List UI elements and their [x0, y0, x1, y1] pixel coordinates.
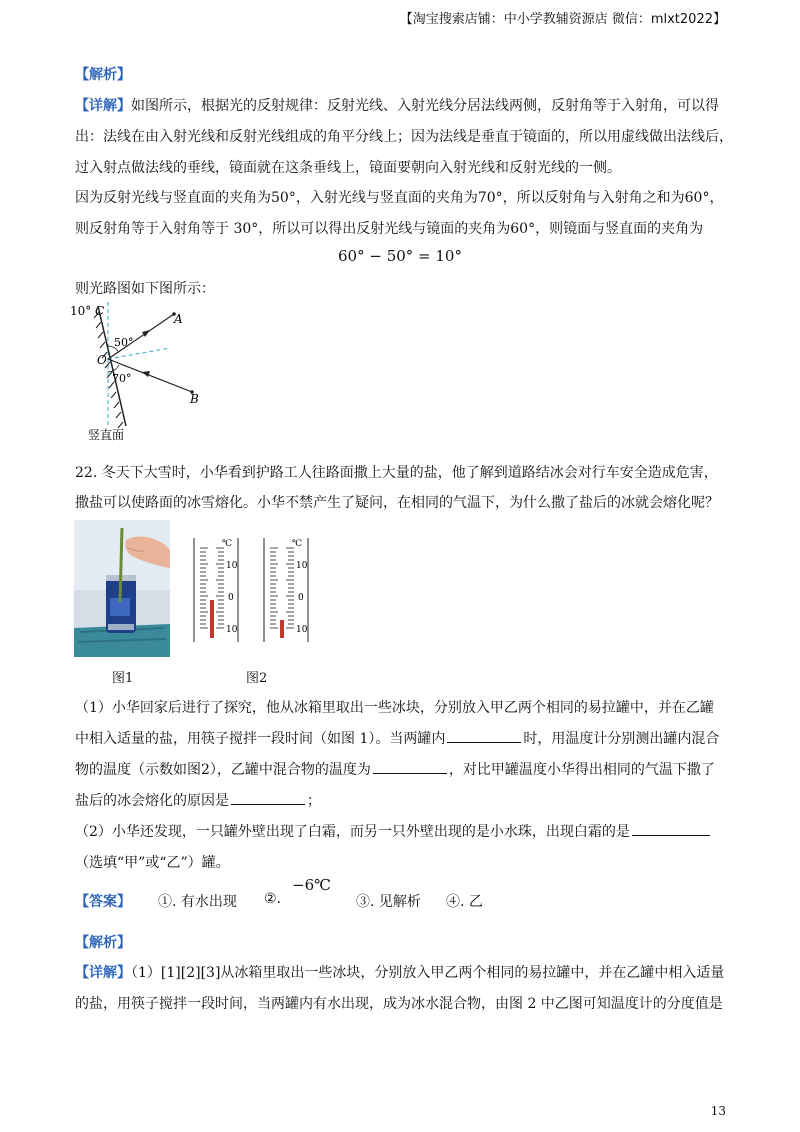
label-c: C — [95, 304, 105, 318]
detail-line-3: 过入射点做法线的垂线，镜面就在这条垂线上，镜面要朝向入射光线和反射光线的一侧。 — [75, 160, 621, 176]
detail2-line-2: 的盐，用筷子搅拌一段时间，当两罐内有水出现，成为冰水混合物，由图 2 中乙图可知温度计的分度值是 — [75, 996, 723, 1012]
svg-text:℃: ℃ — [222, 539, 233, 549]
label-o: O — [97, 353, 107, 367]
reflected-arrow — [142, 330, 150, 337]
incident-arrow — [142, 371, 150, 377]
part2-line-1: （2）小华还发现，一只罐外壁出现了白霜，而另一只外壁出现的是小水珠，出现白霜的是 — [75, 821, 712, 841]
question-stem-1: 22. 冬天下大雪时，小华看到护路工人往路面撒上大量的盐，他了解到道路结冰会对行车安全造成危害， — [75, 465, 718, 481]
equation: 60° − 50° = 10° — [338, 247, 462, 265]
detail-line-2: 出：法线在由入射光线和反射光线组成的角平分线上；因为法线是垂直于镜面的，所以用虚线做出法线后， — [75, 129, 733, 145]
label-a: A — [174, 312, 183, 326]
part1-line-1: （1）小华回家后进行了探究，他从冰箱里取出一些冰块，分别放入甲乙两个相同的易拉罐中，并在乙罐 — [75, 700, 714, 716]
light-path-diagram — [68, 296, 218, 444]
thermometer-yi — [264, 538, 308, 642]
analysis-tag-2: 【解析】 — [75, 935, 131, 951]
svg-text:0: 0 — [228, 593, 234, 603]
page-number: 13 — [710, 1104, 726, 1118]
svg-text:10: 10 — [296, 561, 308, 571]
detail-tag: 【详解】 — [75, 98, 131, 114]
figure-2-thermometers — [190, 534, 330, 646]
answer-blank-1[interactable] — [447, 741, 521, 743]
svg-text:10: 10 — [226, 625, 238, 635]
angle-arc-70 — [108, 365, 119, 372]
figure-1-photo — [74, 520, 170, 657]
figure-1-caption: 图1 — [112, 671, 134, 686]
answer-item-3: ③. 见解析 — [356, 894, 421, 910]
answer-blank-2[interactable] — [373, 772, 447, 774]
answer-item-4: ④. 乙 — [446, 894, 483, 910]
question-stem-2: 撒盐可以使路面的冰雪熔化。小华不禁产生了疑问，在相同的气温下，为什么撒了盐后的冰就会熔化呢？ — [75, 495, 719, 511]
answer-item-1: ①. 有水出现 — [158, 894, 237, 910]
page-header: 【淘宝搜索店铺：中小学教辅资源店 微信：mlxt2022】 — [399, 12, 726, 27]
part2-line-2: （选填“甲”或“乙”）罐。 — [75, 855, 230, 871]
svg-text:0: 0 — [298, 593, 304, 603]
mercury-column-yi — [280, 620, 284, 638]
detail-line-5: 则反射角等于入射角等于 30°，所以可以得出反射光线与镜面的夹角为60°，则镜面与竖直面的夹角为 — [75, 221, 704, 237]
detail-line-1: 【详解】如图所示，根据光的反射规律：反射光线、入射光线分居法线两侧，反射角等于入射角，可以得 — [75, 98, 719, 114]
answer-item-2-prefix: ②. — [264, 891, 282, 907]
part1-line-2: 中相入适量的盐，用筷子搅拌一段时间（如图 1）。当两罐内 时，用温度计分别测出罐内混合 — [75, 731, 720, 747]
thermometer-jia — [194, 538, 238, 642]
part1-line-3: 物的温度（示数如图2），乙罐中混合物的温度为 ，对比甲罐温度小华得出相同的气温下撒了 — [75, 762, 715, 778]
answer-blank-3[interactable] — [231, 803, 305, 805]
svg-text:10: 10 — [226, 561, 238, 571]
svg-text:℃: ℃ — [292, 539, 303, 549]
detail2-line-1: 【详解】（1）[1][2][3]从冰箱里取出一些冰块，分别放入甲乙两个相同的易拉罐中，并在乙罐中相入适量 — [75, 965, 725, 981]
svg-text:10: 10 — [296, 625, 308, 635]
mercury-column-jia — [210, 600, 214, 638]
angle-50-label: 50° — [114, 336, 134, 349]
figure-2-caption: 图2 — [246, 671, 268, 686]
label-b: B — [190, 392, 199, 406]
detail-line-4: 因为反射光线与竖直面的夹角为50°，入射光线与竖直面的夹角为70°，所以反射角与入射角之和为60°， — [75, 190, 724, 206]
part1-line-4: 盐后的冰会熔化的原因是 ； — [75, 793, 321, 809]
diagram-caption: 竖直面 — [88, 428, 125, 442]
angle-70-label: 70° — [112, 372, 132, 385]
diagram-intro: 则光路图如下图所示： — [75, 281, 215, 297]
angle-top-label: 10° — [70, 304, 92, 318]
analysis-tag: 【解析】 — [75, 67, 131, 83]
answer-blank-4[interactable] — [632, 834, 710, 836]
answer-item-2-value: −6℃ — [292, 876, 331, 894]
answer-tag: 【答案】 — [75, 894, 131, 910]
